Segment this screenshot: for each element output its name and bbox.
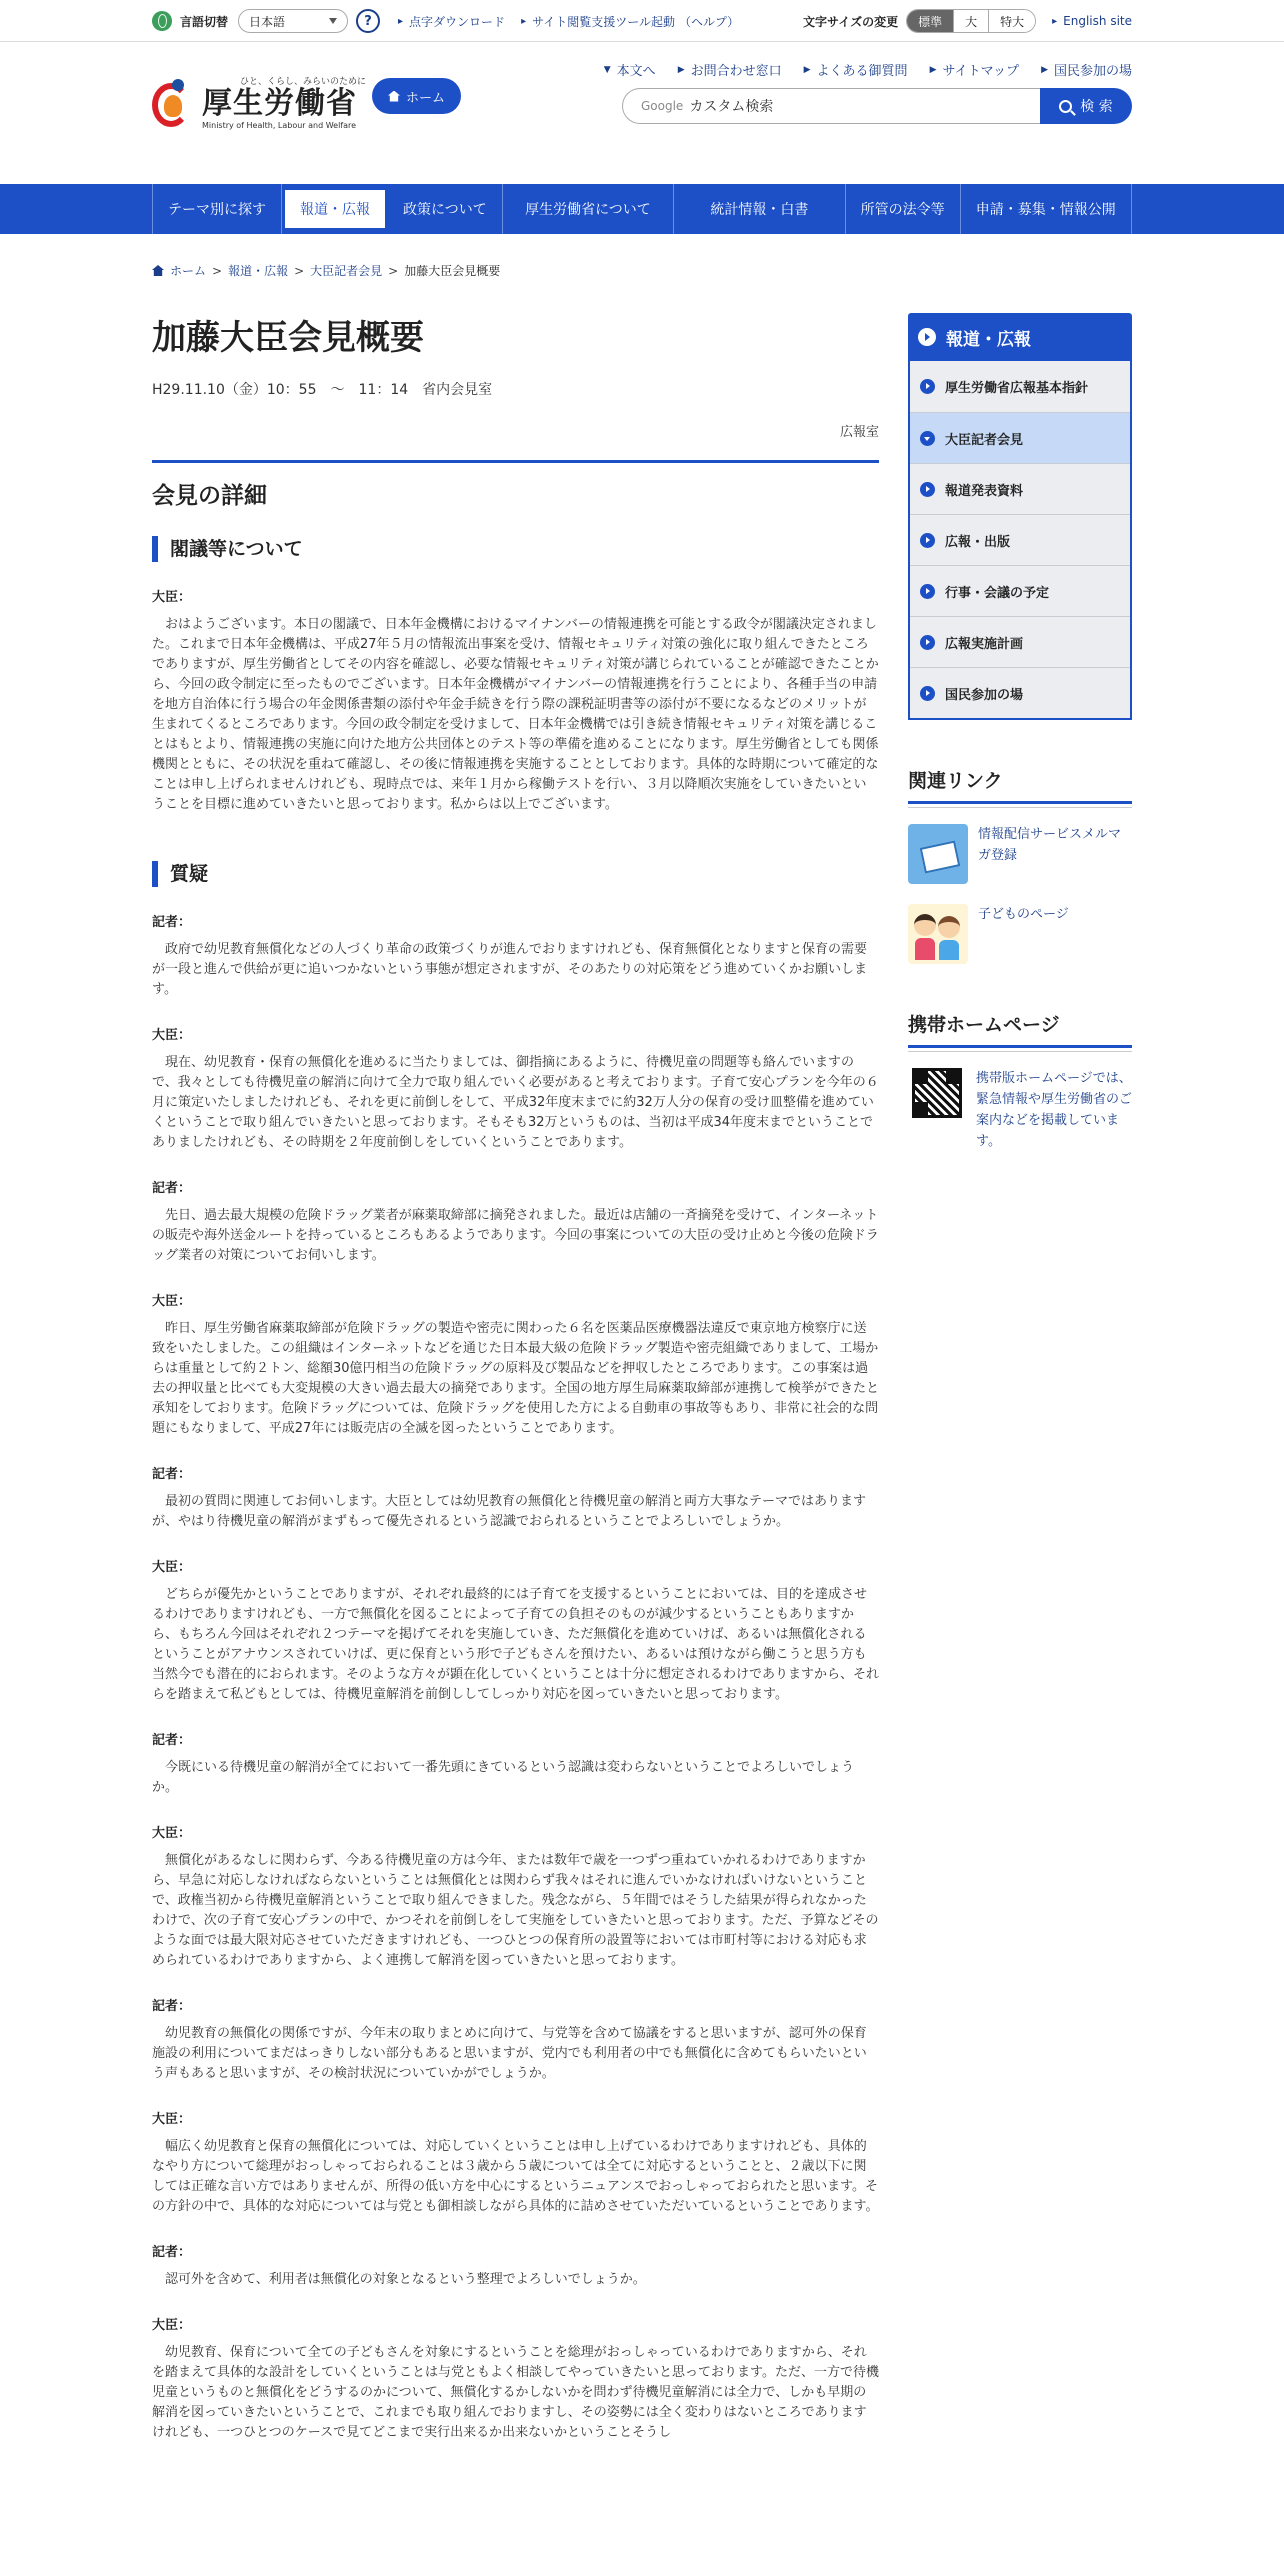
google-label: Google (641, 99, 684, 113)
help-link[interactable]: （ヘルプ） (679, 14, 740, 29)
qa-text: 昨日、厚生労働省麻薬取締部が危険ドラッグの製造や密売に関わった６名を医薬品医療機器法違反で東京地方検察庁に送致をいたしました。この組織はインターネットなどを通じた日本最大級の危険ドラッグ製造や密売組織でありまして、工場からは重量として約２トン、総額30億円相当の危険ドラッグの原料及び製品などを押収したところであります。この事案は過去の押収量と比べても大変規模の大きい過去最大の摘発であります。全国の地方厚生局麻薬取締部が連携して検挙ができたと承知をしております。危険ドラッグについては、危険ドラッグを使用した方による自動車の事故等もあり、非常に社会的な問題にもなりまして、平成27年には販売店の全滅を図ったということであります。 (152, 1321, 879, 1436)
nav-about[interactable]: 厚生労働省について (503, 184, 674, 234)
speaker-label: 大臣： (152, 2318, 192, 2333)
qa-text: 無償化があるなしに関わらず、今ある待機児童の方は今年、または数年で歳を一つずつ重ねていかれるわけでありますから、早急に対応しなければならないということは無償化とは関わらず我々はそれに進んでいかなければいけないということで、政権当初から待機児童解消ということで取り組んできました。残念ながら、５年間ではそうした結果が得られなかったわけで、次の子育て安心プランの中で、かつそれを前倒しをして実施をしていきたいと思っております。ただ、予算などそのような面では最大限対応させていただきますけれども、一つひとつの保育所の設置等においては市町村等における対応も求められているわけでありますから、よく連携して解消を図っていきたいと思っております。 (152, 1853, 879, 1968)
chevron-right-icon (920, 482, 935, 497)
font-size-xlarge-button[interactable]: 特大 (988, 10, 1035, 32)
help-icon[interactable]: ? (356, 9, 380, 33)
qa-item (152, 2314, 879, 2443)
chevron-right-icon: ▶ (1041, 64, 1048, 75)
qa-text: 現在、幼児教育・保育の無償化を進めるに当たりましては、御指摘にあるように、待機児童の問題等も絡んでいますので、我々としても待機児童の解消に向けて全力で取り組んでいく必要があると考えております。子育て安心プランを今年の６月に策定いたしましたけれども、それを更に前倒しをして、平成32年度末までに約32万人分の保育の受け皿整備を進めていくということで取り組んでいきたいと思っております。そもそも32万というものは、当初は平成34年度末までということでありましたけれども、その時期を２年度前倒しをしていくということであります。 (152, 1055, 879, 1150)
qa-item (152, 1290, 879, 1439)
chevron-right-icon: ▸ (398, 15, 404, 27)
qa-item (152, 911, 879, 1000)
qa-text: 最初の質問に関連してお伺いします。大臣としては幼児教育の無償化と待機児童の解消と両方大事なテーマではありますが、やはり待機児童の解消がまずもって優先されるという認識でおられるということでよろしいでしょうか。 (152, 1494, 866, 1529)
chevron-right-icon (920, 533, 935, 548)
department-label: 広報室 (839, 425, 879, 440)
speaker-label: 大臣： (152, 590, 192, 605)
chevron-right-icon (920, 379, 935, 394)
related-links-title: 関連リンク (908, 766, 1132, 804)
sidebar-item-events[interactable]: 行事・会議の予定 (910, 565, 1130, 616)
breadcrumb: ホーム > 報道・広報 > 大臣記者会見 > 加藤大臣会見概要 (152, 262, 1132, 279)
logo-emblem-icon (152, 77, 196, 127)
statement-text: おはようございます。本日の閣議で、日本年金機構におけるマイナンバーの情報連携を可能とする政令が閣議決定されました。これまで日本年金機構は、平成27年５月の情報流出事案を受け、情報セキュリティ対策の強化に取り組んできたところでありますが、厚生労働省としてその内容を確認し、必要な情報セキュリティ対策が講じられていることが確認できたことから、今回の政令制定に至ったものでございます。日本年金機構がマイナンバーの情報連携を行うことにより、各種手当の申請を地方自治体に行う場合の年金関係書類の添付や年金手続きを行う際の課税証明書等の添付が不要になるなどのメリットが生まれてくるところであります。今回の政令制定を受けまして、日本年金機構では引き続き情報セキュリティ対策を講じることはもとより、情報連携の実施に向けた地方公共団体とのテスト等の準備を進めることになります。厚生労働省としても関係機関とともに、その状況を重ねて確認し、その後に情報連携を実施することとしております。具体的な時期について確定的なことは申し上げられませんけれども、現時点では、来年１月から稼働テストを行い、３月以降順次実施をしていきたいということを目標に進めていきたいと思っております。私からは以上でございます。 (152, 617, 879, 812)
nav-theme[interactable]: テーマ別に探す (153, 184, 282, 234)
breadcrumb-home[interactable]: ホーム (170, 264, 207, 278)
faq-link[interactable]: ▶ よくある御質問 (803, 64, 908, 79)
qa-item (152, 1729, 879, 1798)
chevron-down-icon (329, 18, 337, 24)
language-label: 言語切替 (180, 14, 229, 29)
conference-datetime: H29.11.10（金）10：55 ～ 11：14 省内会見室 (152, 382, 493, 398)
font-size-group (906, 9, 1036, 33)
breadcrumb-current: 加藤大臣会見概要 (404, 264, 501, 278)
breadcrumb-press-conference[interactable]: 大臣記者会見 (310, 264, 383, 278)
font-size-large-button[interactable]: 大 (953, 10, 988, 32)
skip-to-content-link[interactable]: ▼ 本文へ (603, 64, 656, 79)
section-heading-cabinet: 閣議等について (152, 536, 879, 562)
qa-text: 幼児教育、保育について全ての子どもさんを対象にするということを総理がおっしゃっているわけでありますから、それを踏まえて具体的な設計をしていくということは与党ともよく相談してやっていきたいと思っております。ただ、一方で待機児童というものと無償化をどうするのかについて、無償化するかしないかを問わず待機児童解消には全力で、しかも早期の解消を図っていきたいということで、これまでも取り組んでおりますし、その姿勢には全く変わりはないところでありますけれども、一つひとつのケースで見てどこまで実行出来るか出来ないかということそうし (152, 2345, 879, 2440)
qa-item (152, 1556, 879, 1705)
qa-text: 今既にいる待機児童の解消が全てにおいて一番先頭にきているという認識は変わらないということでよろしいでしょうか。 (152, 1760, 855, 1795)
sidebar-item-press-conference[interactable]: 大臣記者会見 (910, 412, 1130, 463)
font-size-standard-button[interactable]: 標準 (907, 10, 953, 32)
sitemap-link[interactable]: ▶ サイトマップ (929, 64, 1020, 79)
section-heading-details: 会見の詳細 (152, 460, 879, 510)
chevron-right-icon: ▶ (803, 64, 811, 75)
home-button[interactable]: ホーム (372, 78, 461, 114)
nav-policy[interactable]: 政策について (388, 184, 503, 234)
speaker-label: 大臣： (152, 1560, 192, 1575)
language-select[interactable] (238, 9, 348, 33)
qa-item (152, 1463, 879, 1532)
speaker-label: 記者： (152, 1467, 192, 1482)
speaker-label: 大臣： (152, 1294, 192, 1309)
opening-statement (152, 586, 879, 815)
qr-code-icon (912, 1068, 962, 1118)
qa-text: 幼児教育の無償化の関係ですが、今年末の取りまとめに向けて、与党等を含めて協議をすると思いますが、認可外の保育施設の利用についてまだはっきりしない部分もあると思いますが、党内でも利用者の中でも無償化に含めてもらいたいという声もあると思いますが、その検討状況についていかがでしょうか。 (152, 2026, 867, 2081)
search-button[interactable]: 検 索 (1040, 88, 1132, 124)
speaker-label: 記者： (152, 915, 192, 930)
mobile-site-title: 携帯ホームページ (908, 1010, 1132, 1048)
logo-tagline: ひと、くらし、みらいのために (240, 77, 367, 87)
chevron-right-icon (918, 328, 936, 346)
accessibility-tool-link[interactable]: ▸ サイト閲覧支援ツール起動 (521, 14, 676, 29)
qa-text: 先日、過去最大規模の危険ドラッグ業者が麻薬取締部に摘発されました。最近は店舗の一斉摘発を受けて、インターネットの販売や海外送金ルートを持っているところもあるようであります。今回の事案についての大臣の受け止めと今後の危険ドラッグ業者の対策についてお伺いします。 (152, 1208, 879, 1263)
english-site-link[interactable]: ▸ English site (1052, 14, 1132, 28)
chevron-right-icon: ▶ (929, 64, 937, 75)
speaker-label: 記者： (152, 1999, 192, 2014)
nav-laws[interactable]: 所管の法令等 (846, 184, 961, 234)
search-icon (1059, 100, 1072, 113)
mobile-site-link[interactable]: 携帯版ホームページでは、緊急情報や厚生労働省のご案内などを掲載しています。 (976, 1071, 1133, 1149)
chevron-right-icon (920, 686, 935, 701)
mailmag-link[interactable]: 情報配信サービスメルマガ登録 (978, 827, 1122, 863)
contact-link[interactable]: ▶ お問合わせ窓口 (677, 64, 782, 79)
utility-bar (0, 0, 1284, 42)
search-placeholder: カスタム検索 (689, 99, 774, 115)
chevron-right-icon: ▸ (1052, 15, 1058, 27)
search-form (622, 88, 1132, 124)
sidebar-header[interactable]: 報道・広報 (908, 313, 1132, 361)
site-header (152, 42, 1132, 142)
qa-item (152, 1024, 879, 1153)
page-title: 加藤大臣会見概要 (152, 318, 424, 358)
sidebar-item-participation[interactable]: 国民参加の場 (910, 667, 1130, 718)
site-logo[interactable] (152, 74, 366, 130)
kids-page-link[interactable]: 子どものページ (978, 907, 1069, 922)
public-participation-link[interactable]: ▶ 国民参加の場 (1041, 64, 1132, 79)
related-link-mailmag (908, 824, 1132, 884)
chevron-right-icon: ▶ (677, 64, 685, 75)
kids-icon[interactable] (908, 904, 968, 964)
nav-statistics[interactable]: 統計情報・白書 (674, 184, 845, 234)
sidebar (908, 313, 1132, 2443)
sidebar-item-publications[interactable]: 広報・出版 (910, 514, 1130, 565)
speaker-label: 記者： (152, 2245, 192, 2260)
home-icon (388, 91, 400, 102)
logo-english: Ministry of Health, Labour and Welfare (202, 121, 357, 130)
globe-icon (152, 11, 172, 31)
qa-text: 認可外を含めて、利用者は無償化の対象となるという整理でよろしいでしょうか。 (165, 2272, 646, 2287)
qa-text: 幅広く幼児教育と保育の無償化については、対応していくということは申し上げているわけでありますけれども、具体的なやり方について総理がおっしゃっておられることは３歳から５歳については全てに対応するということと、２歳以下に関しては正確な言い方ではありませんが、所得の低い方を中心にするというニュアンスでおっしゃっておられたと思います。その方針の中で、具体的な対応については与党とも御相談しながら具体的に詰めさせていただいているということであります。 (152, 2139, 879, 2214)
chevron-down-icon (920, 431, 935, 446)
main-content (152, 313, 879, 2443)
qa-item (152, 1177, 879, 1266)
speaker-label: 大臣： (152, 1826, 192, 1841)
qa-item (152, 2108, 879, 2217)
speaker-label: 記者： (152, 1733, 192, 1748)
language-select-value: 日本語 (249, 14, 286, 29)
breadcrumb-press[interactable]: 報道・広報 (228, 264, 289, 278)
sidebar-item-pr-plan[interactable]: 広報実施計画 (910, 616, 1130, 667)
qa-text: 政府で幼児教育無償化などの人づくり革命の政策づくりが進んでおりますけれども、保育無償化となりますと保育の需要が一段と進んで供給が更に追いつかないという事態が想定されますが、そのあたりの対応策をどう進めていくかお願いします。 (152, 942, 868, 997)
section-heading-qa: 質疑 (152, 861, 879, 887)
qa-item (152, 1995, 879, 2084)
speaker-label: 記者： (152, 1181, 192, 1196)
home-icon (152, 265, 164, 276)
chevron-right-icon (920, 584, 935, 599)
sidebar-menu (908, 361, 1132, 720)
qa-item (152, 1822, 879, 1971)
nav-press[interactable]: 報道・広報 (282, 187, 388, 231)
qa-item (152, 2241, 879, 2290)
nav-applications[interactable]: 申請・募集・情報公開 (961, 184, 1132, 234)
qa-text: どちらが優先かということでありますが、それぞれ最終的には子育てを支援するということにおいては、目的を達成させるわけでありますけれども、一方で無償化を図ることによって子育ての負担そのものが減少するということもありますから、もちろん今回はそれぞれ２つテーマを掲げてそれを実施していき、ただ無償化を進めていけば、あるいは無償化されるということがアナウンスされていけば、更に保育という形で子どもさんを預けたい、あるいは預けながら働こうと思う方も当然今でも潜在的におられます。そのような方々が顕在化していくということは十分に想定されるわけでありますから、それらを踏まえて私どもとしては、待機児童解消を前倒ししてしっかり対応を図っていきたいと思っております。 (152, 1587, 879, 1702)
logo-name: 厚生労働省 (202, 86, 357, 121)
global-nav (0, 184, 1284, 234)
chevron-right-icon: ▸ (521, 15, 527, 27)
sidebar-item-press-releases[interactable]: 報道発表資料 (910, 463, 1130, 514)
related-link-kids (908, 904, 1132, 964)
search-input[interactable] (622, 88, 1040, 124)
speaker-label: 大臣： (152, 2112, 192, 2127)
speaker-label: 大臣： (152, 1028, 192, 1043)
mobile-site-block (908, 1068, 1132, 1152)
chevron-right-icon (920, 635, 935, 650)
mail-icon[interactable] (908, 824, 968, 884)
sidebar-item-pr-policy[interactable]: 厚生労働省広報基本指針 (910, 361, 1130, 412)
braille-download-link[interactable]: ▸ 点字ダウンロード (398, 14, 506, 29)
chevron-down-icon: ▼ (603, 64, 611, 75)
header-sub-links (582, 60, 1132, 79)
font-size-label: 文字サイズの変更 (803, 14, 899, 29)
